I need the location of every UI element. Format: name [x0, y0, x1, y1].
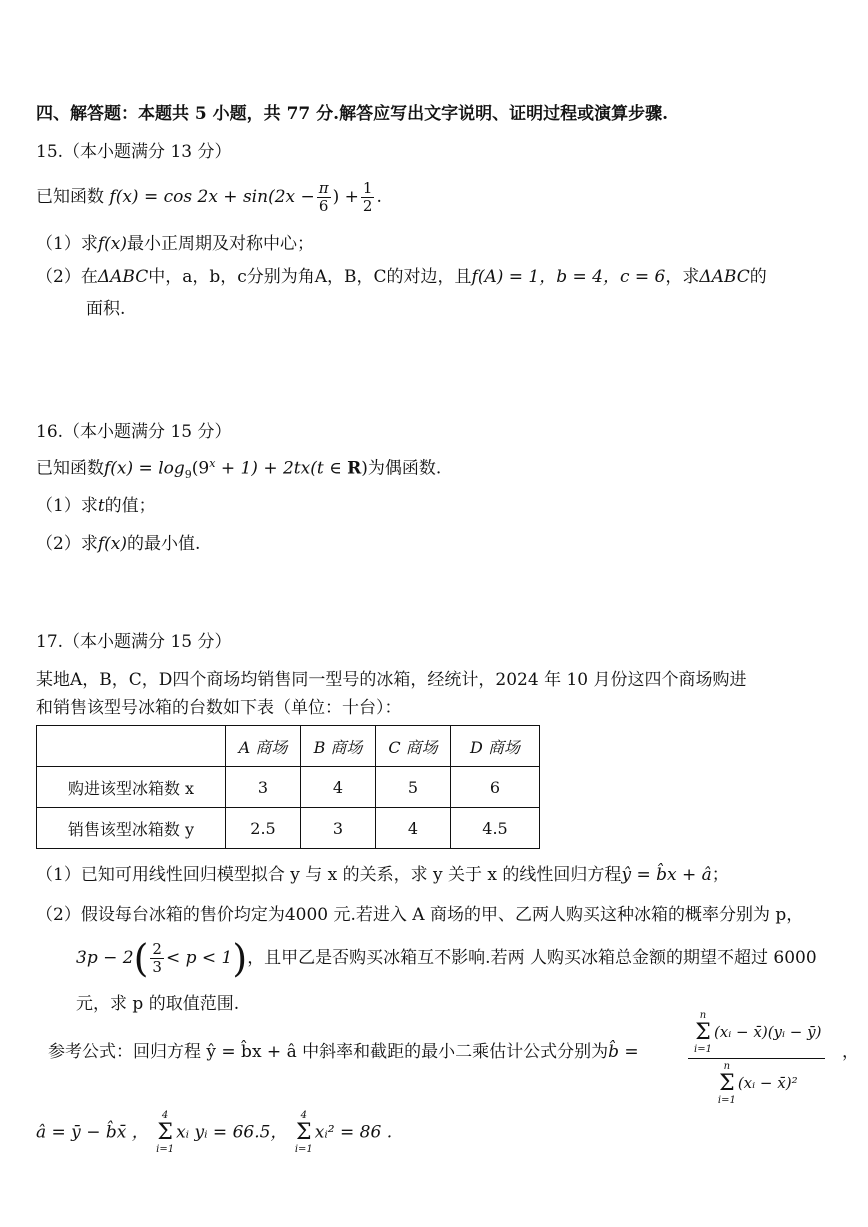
table-header-cell: D 商场 — [451, 726, 540, 767]
table-header-cell: C 商场 — [376, 726, 451, 767]
q15-title: 15.（本小题满分 13 分） — [36, 142, 232, 162]
table-cell: 3 — [301, 808, 376, 849]
table-row-label: 销售该型冰箱数 y — [37, 808, 226, 849]
slope-formula-fraction: n Σ i=1 (xᵢ − x̄)(yᵢ − ȳ) n Σ i=1 (xᵢ − x̄)² — [688, 1010, 825, 1107]
table-header-cell: B 商场 — [301, 726, 376, 767]
ref-comma: ， — [842, 1042, 859, 1062]
q16-function: 已知函数$f(x) = \log_9(9^x + 1) + 2tx(t$ ∈ R)为偶函数. — [36, 457, 442, 482]
table-row-label: 购进该型冰箱数 x — [37, 767, 226, 808]
q15-part2-cont: 面积. — [86, 299, 126, 319]
table-cell: 6 — [451, 767, 540, 808]
q15-part2: （2）在ΔABC中，a，b，c分别为角A，B，C的对边，且f(A) = 1，b = 4，c = 6，求ΔABC的 — [36, 267, 767, 287]
table-row — [37, 767, 540, 808]
table-cell: 4.5 — [451, 808, 540, 849]
q16-part2: （2）求f(x)的最小值. — [36, 534, 201, 554]
q15-function: 已知函数 f(x) = cos 2x + sin(2x − $\frac{\pi}{6}$ ) + $\frac{1}{2}$ . — [36, 179, 382, 215]
one-half: $\frac{1}{2}$ — [362, 179, 373, 215]
two-thirds: $\frac{2}{3}$ — [152, 940, 162, 976]
pi-over-six: $\frac{\pi}{6}$ — [318, 179, 329, 215]
q17-part2-line2: 3p − 2( $\frac{2}{3}$ < p < 1)，且甲乙是否购买冰箱互不影响.若两 人购买冰箱总金额的期望不超过 6000 — [76, 936, 817, 981]
table-cell: 4 — [376, 808, 451, 849]
table-header-row — [37, 726, 540, 767]
section-heading: 四、解答题：本题共 5 小题，共 77 分.解答应写出文字说明、证明过程或演算步骤. — [36, 104, 668, 124]
q17-part1: （1）已知可用线性回归模型拟合 y 与 x 的关系，求 y 关于 x 的线性回归方程ŷ = b̂x + â； — [36, 865, 729, 885]
q17-title: 17.（本小题满分 15 分） — [36, 632, 232, 652]
table-header-cell — [37, 726, 226, 767]
table-row — [37, 808, 540, 849]
q15-func-lhs: f(x) — [109, 187, 139, 207]
q17-intro-line1: 某地A，B，C，D四个商场均销售同一型号的冰箱，经统计，2024 年 10 月份这四个商场购进 — [36, 670, 747, 690]
table-cell: 2.5 — [226, 808, 301, 849]
q16-title: 16.（本小题满分 15 分） — [36, 422, 232, 442]
q17-intro-line2: 和销售该型号冰箱的台数如下表（单位：十台）： — [36, 698, 402, 718]
table-cell: 3 — [226, 767, 301, 808]
table-cell: 4 — [301, 767, 376, 808]
sales-table — [36, 725, 540, 849]
q15-part1: （1）求f(x)最小正周期及对称中心； — [36, 234, 314, 254]
reference-formula: 参考公式：回归方程 ŷ = b̂x + â 中斜率和截距的最小二乘估计公式分别为b̂ = — [48, 1042, 639, 1062]
reference-values: â = ȳ − b̂x̄ ， 4 Σ i=1 xᵢ yᵢ = 66.5， 4 Σ i=1 xᵢ² = 86 . — [36, 1110, 393, 1155]
q16-part1: （1）求t的值； — [36, 496, 156, 516]
q17-part2-line1: （2）假设每台冰箱的售价均定为4000 元.若进入 A 商场的甲、乙两人购买这种冰箱的概率分别为 p， — [36, 905, 804, 925]
table-cell: 5 — [376, 767, 451, 808]
table-header-cell: A 商场 — [226, 726, 301, 767]
q17-part2-line3: 元，求 p 的取值范围. — [76, 994, 240, 1014]
